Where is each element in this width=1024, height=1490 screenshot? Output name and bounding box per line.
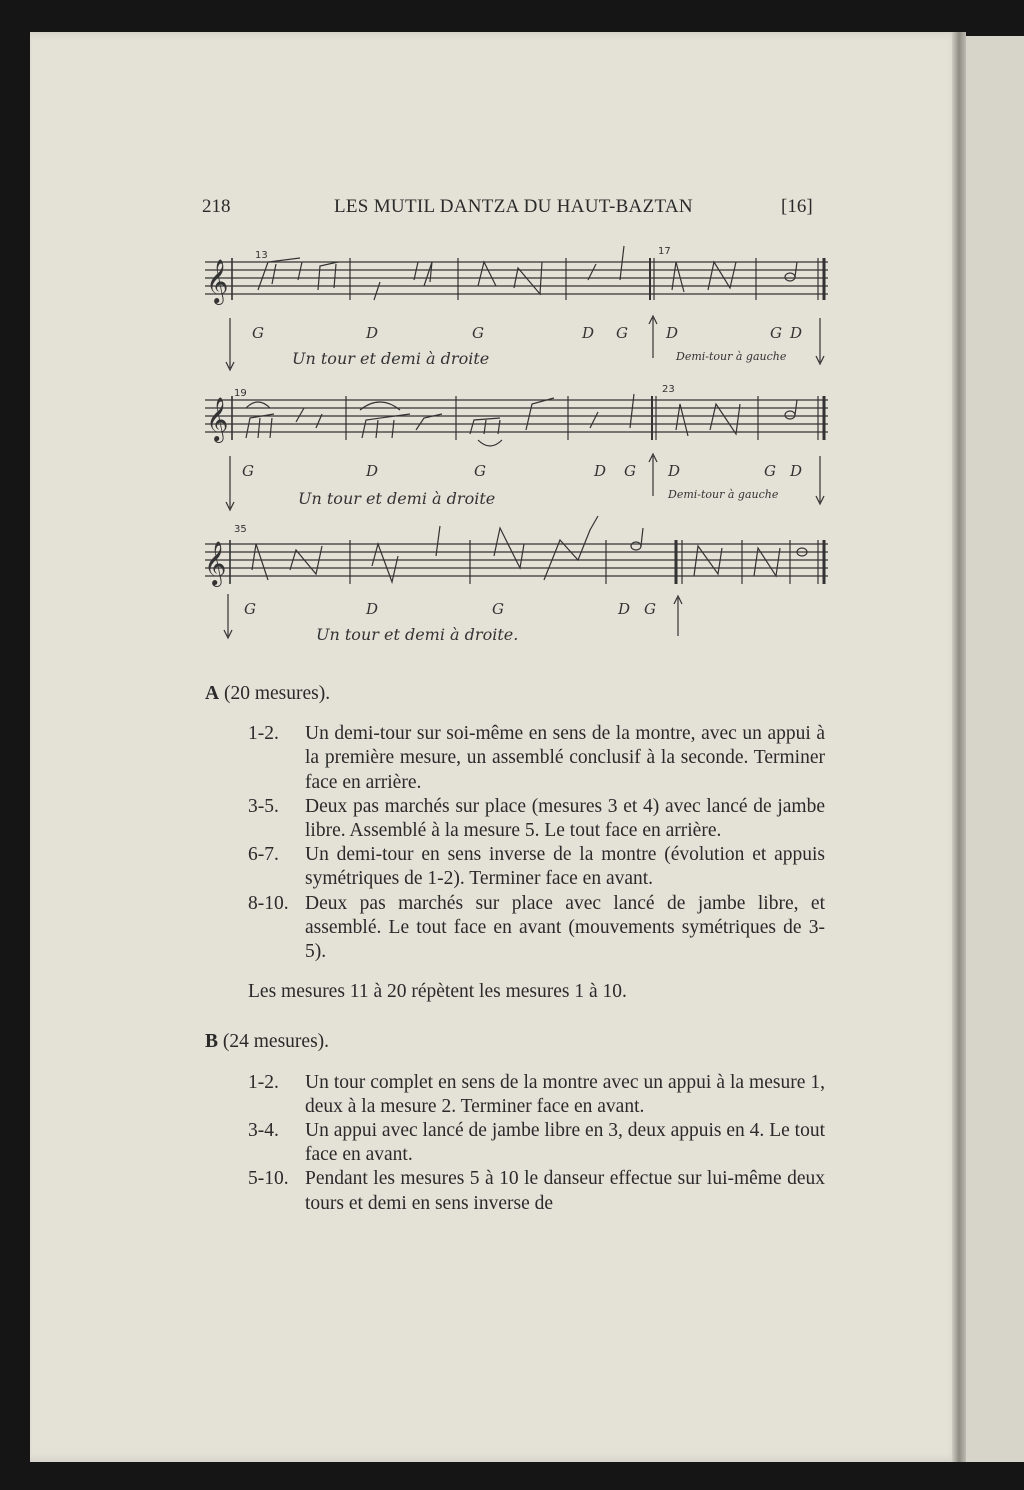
list-item: 5-10. Pendant les mesures 5 à 10 le danseur effectue sur lui-même deux tours et demi en sens inverse de xyxy=(248,1168,825,1214)
music-score xyxy=(0,0,1024,680)
running-title: LES MUTIL DANTZA DU HAUT-BAZTAN xyxy=(334,196,693,217)
handwritten-caption: Demi-tour à gauche xyxy=(676,350,787,363)
step-label: D xyxy=(366,462,379,480)
step-label: D xyxy=(594,462,607,480)
section-a-heading: A (20 mesures). xyxy=(205,683,331,704)
step-label: G xyxy=(242,462,254,480)
step-label: D xyxy=(582,324,595,342)
step-label: G xyxy=(244,600,256,618)
step-label: G xyxy=(624,462,636,480)
handwritten-caption: Un tour et demi à droite xyxy=(292,349,490,368)
step-label: D xyxy=(366,600,379,618)
body-text xyxy=(205,682,825,1216)
step-label: G xyxy=(492,600,504,618)
step-label: G xyxy=(252,324,264,342)
handwritten-caption: Un tour et demi à droite xyxy=(298,489,496,508)
list-item: 6-7. Un demi-tour en sens inverse de la montre (évolution et appuis symétriques de 1-2). Terminer face en avant. xyxy=(248,844,825,890)
list-item: 3-5. Deux pas marchés sur place (mesures 3 et 4) avec lancé de jambe libre. Assemblé à la mesure 5. Le tout face en arrière. xyxy=(248,795,825,842)
step-label: G xyxy=(472,324,484,342)
section-a-note: Les mesures 11 à 20 répètent les mesures 1 à 10. xyxy=(248,981,627,1003)
measure-number: 23 xyxy=(662,384,675,395)
step-label: D xyxy=(366,324,379,342)
measure-number: 35 xyxy=(234,524,247,535)
measure-number: 13 xyxy=(255,250,268,261)
step-label: G xyxy=(770,324,782,342)
step-label: D xyxy=(668,462,681,480)
score-system-3 xyxy=(204,516,828,644)
page-number: 218 xyxy=(202,196,231,217)
step-label: D xyxy=(790,324,803,342)
step-label: G xyxy=(616,324,628,342)
score-system-2 xyxy=(205,384,828,510)
section-ref: [16] xyxy=(781,196,813,217)
section-b-heading: B (24 mesures). xyxy=(205,1031,330,1053)
list-item: 8-10. Deux pas marchés sur place avec lancé de jambe libre, et assemblé. Le tout face en avant (mouvements symétriques de 3-5). xyxy=(248,892,825,963)
step-label: G xyxy=(474,462,486,480)
svg-text:𝄞: 𝄞 xyxy=(206,259,229,303)
measure-number: 19 xyxy=(234,388,247,399)
measure-number: 17 xyxy=(658,246,671,257)
handwritten-caption: Demi-tour à gauche xyxy=(668,488,779,501)
step-label: D xyxy=(790,462,803,480)
list-item: 1-2. Un tour complet en sens de la montre avec un appui à la mesure 1, deux à la mesure 2. Terminer face en avant. xyxy=(248,1071,825,1117)
svg-text:𝄞: 𝄞 xyxy=(206,397,229,441)
step-label: D xyxy=(666,324,679,342)
list-item: 1-2. Un demi-tour sur soi-même en sens de la montre, avec un appui à la première mesure, un assemblé conclusif à la seconde. Terminer face en arrière. xyxy=(248,723,825,793)
svg-text:𝄞: 𝄞 xyxy=(204,541,227,585)
step-label: D xyxy=(618,600,631,618)
list-item: 3-4. Un appui avec lancé de jambe libre en 3, deux appuis en 4. Le tout face en avant. xyxy=(248,1120,825,1166)
handwritten-caption: Un tour et demi à droite. xyxy=(316,625,519,644)
score-system-1 xyxy=(205,246,828,370)
step-label: G xyxy=(644,600,656,618)
step-label: G xyxy=(764,462,776,480)
